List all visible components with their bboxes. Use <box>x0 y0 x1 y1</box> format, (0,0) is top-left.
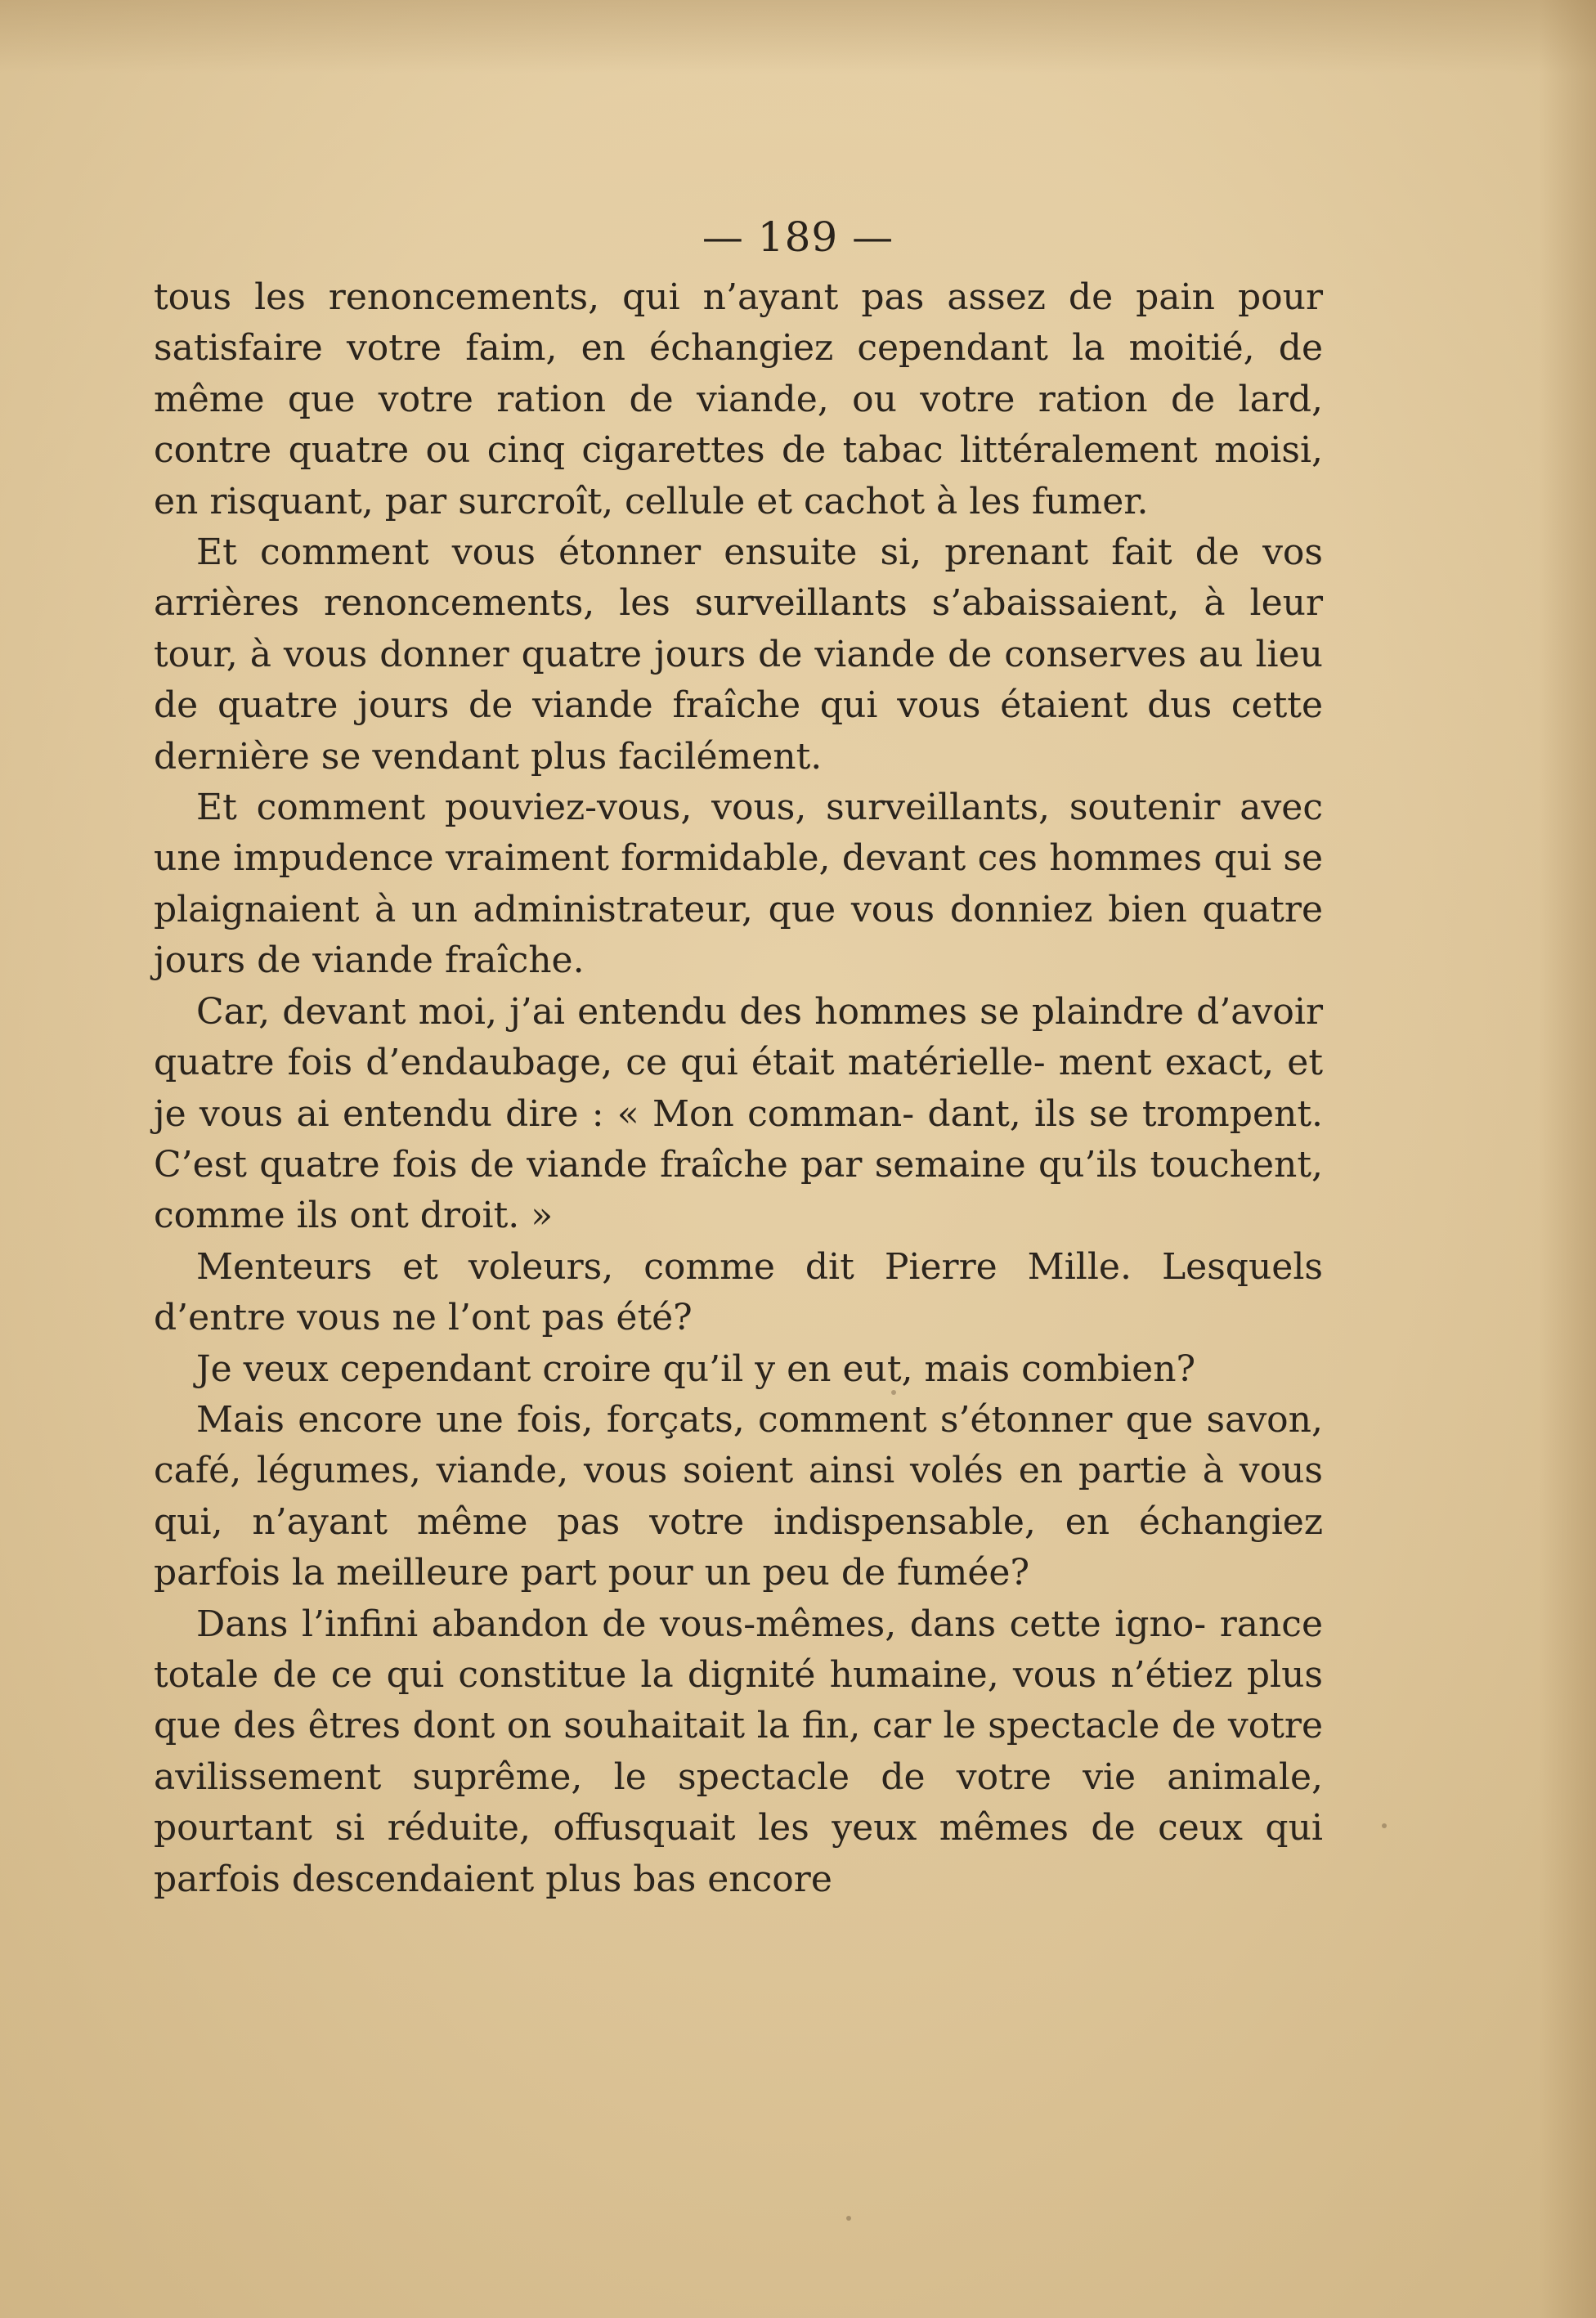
paragraph: Menteurs et voleurs, comme dit Pierre Mille. Lesquels d’entre vous ne l’ont pas été? <box>154 1245 1323 1339</box>
paragraph: Car, devant moi, j’ai entendu des hommes se plaindre d’avoir quatre fois d’endaubage, ce qui était matérielle- ment exact, et je vous ai entendu dire : « Mon comman- dant, ils se trompent. C’est quatre fois de viande fraîche par semaine qu’ils touchent, comme ils ont droit. » <box>154 990 1323 1237</box>
paper-speck <box>891 1390 896 1395</box>
paragraph: Je veux cependant croire qu’il y en eut, mais combien? <box>196 1347 1196 1390</box>
body-text <box>154 272 1323 1905</box>
paragraph: Et comment vous étonner ensuite si, prenant fait de vos arrières renoncements, les surveillants s’abaissaient, à leur tour, à vous donner quatre jours de viande de conserves au lieu de quatre jours de viande fraîche qui vous étaient dus cette dernière se vendant plus facilément. <box>154 531 1323 778</box>
paragraph: Et comment pouviez-vous, vous, surveillants, soutenir avec une impudence vraiment formidable, devant ces hommes qui se plaignaient à un administrateur, que vous donniez bien quatre jours de viande fraîche. <box>154 787 1323 982</box>
page-number: — 189 — <box>702 213 894 261</box>
paragraph: Mais encore une fois, forçats, comment s’étonner que savon, café, légumes, viande, vous soient ainsi volés en partie à vous qui, n’ayant même pas votre indispensable, en échangiez parfois la meilleure part pour un peu de fumée? <box>154 1398 1323 1594</box>
paper-speck <box>846 2216 851 2221</box>
paragraph: tous les renoncements, qui n’ayant pas assez de pain pour satisfaire votre faim, en échangiez cependant la moitié, de même que votre ration de viande, ou votre ration de lard, contre quatre ou cinq cigarettes de tabac littéralement moisi, en risquant, par surcroît, cellule et cachot à les fumer. <box>154 276 1323 522</box>
paper-speck <box>1382 1823 1387 1828</box>
paragraph: Dans l’infini abandon de vous-mêmes, dans cette igno- rance totale de ce qui constitue la dignité humaine, vous n’étiez plus que des êtres dont on souhaitait la fin, car le spectacle de votre avilissement suprême, le spectacle de votre vie animale, pourtant si réduite, offusquait les yeux mêmes de ceux qui parfois descendaient plus bas encore <box>154 1603 1323 1900</box>
